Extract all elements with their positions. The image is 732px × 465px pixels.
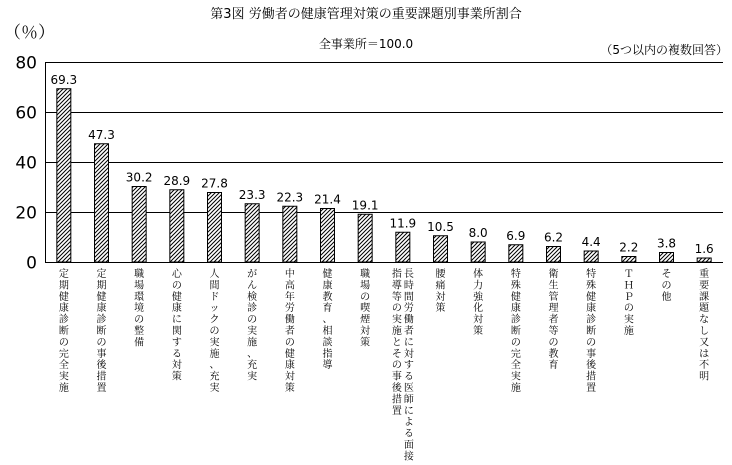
svg-text:充: 充 <box>247 360 258 372</box>
svg-text:の: の <box>58 337 69 349</box>
category-label <box>210 267 220 394</box>
category-label <box>586 267 597 394</box>
svg-text:後: 後 <box>586 360 597 372</box>
svg-text:衛: 衛 <box>548 269 559 280</box>
svg-text:、: 、 <box>247 348 258 360</box>
svg-text:診: 診 <box>96 314 107 326</box>
category-label <box>134 267 144 348</box>
y-tick-labels <box>15 54 37 274</box>
svg-text:康: 康 <box>322 280 333 292</box>
svg-text:診: 診 <box>586 314 597 326</box>
value-label: 47.3 <box>88 127 115 142</box>
svg-text:健: 健 <box>284 348 295 360</box>
bar <box>660 253 674 263</box>
value-label: 10.5 <box>427 219 454 234</box>
svg-text:全: 全 <box>510 360 521 372</box>
svg-text:煙: 煙 <box>360 314 371 326</box>
svg-text:実: 実 <box>247 371 258 383</box>
svg-text:対: 対 <box>435 291 446 303</box>
y-tick-label: 80 <box>15 53 37 74</box>
value-label: 3.8 <box>656 236 677 251</box>
svg-text:間: 間 <box>403 291 414 303</box>
svg-text:労: 労 <box>403 303 414 315</box>
svg-text:対: 対 <box>473 314 484 326</box>
svg-text:措: 措 <box>586 371 597 383</box>
svg-text:施: 施 <box>391 326 402 337</box>
svg-text:不: 不 <box>699 360 710 372</box>
svg-text:、: 、 <box>322 314 333 326</box>
svg-text:実: 実 <box>58 371 69 383</box>
value-label: 69.3 <box>50 72 78 87</box>
svg-text:腰: 腰 <box>435 269 446 280</box>
svg-text:実: 実 <box>391 314 402 326</box>
svg-text:の: の <box>96 337 107 349</box>
svg-text:定: 定 <box>96 269 107 280</box>
svg-text:医: 医 <box>403 383 414 394</box>
value-label: 1.6 <box>694 242 714 256</box>
svg-text:題: 題 <box>699 303 710 315</box>
svg-text:中: 中 <box>284 269 295 280</box>
bar <box>321 209 335 263</box>
category-labels <box>59 267 710 462</box>
svg-text:実: 実 <box>209 383 220 394</box>
svg-text:全: 全 <box>58 360 69 372</box>
chart-subtitle: 全事業所＝100.0 <box>318 37 414 51</box>
category-label <box>59 268 69 394</box>
svg-text:に: に <box>403 405 414 417</box>
svg-text:置: 置 <box>391 405 402 417</box>
svg-text:環: 環 <box>134 291 145 303</box>
svg-text:施: 施 <box>510 383 521 394</box>
svg-text:健: 健 <box>58 291 69 303</box>
value-label: 22.3 <box>276 190 304 205</box>
y-tick-label: 60 <box>15 103 37 124</box>
bars <box>57 89 711 262</box>
value-label: 30.2 <box>125 170 153 185</box>
category-label <box>662 268 672 303</box>
svg-text:要: 要 <box>699 280 710 292</box>
svg-text:人: 人 <box>209 269 220 280</box>
bar <box>509 245 523 262</box>
svg-text:健: 健 <box>510 291 521 303</box>
svg-text:者: 者 <box>403 326 414 337</box>
svg-text:備: 備 <box>134 337 145 349</box>
svg-text:ん: ん <box>247 280 258 292</box>
svg-text:生: 生 <box>548 280 559 292</box>
svg-text:措: 措 <box>391 394 402 406</box>
svg-text:断: 断 <box>58 326 69 337</box>
svg-text:し: し <box>699 326 710 337</box>
value-labels <box>50 73 713 256</box>
bar <box>208 193 222 263</box>
category-label <box>172 268 183 383</box>
category-label <box>247 268 257 383</box>
svg-text:に: に <box>171 314 182 326</box>
svg-text:の: の <box>209 326 220 337</box>
svg-text:Ｈ: Ｈ <box>623 280 634 292</box>
svg-text:の: の <box>284 337 295 349</box>
svg-text:策: 策 <box>360 337 371 349</box>
svg-text:施: 施 <box>623 326 634 337</box>
svg-text:康: 康 <box>510 303 521 315</box>
svg-text:す: す <box>171 337 182 349</box>
svg-text:教: 教 <box>548 348 559 360</box>
bar <box>471 242 485 262</box>
svg-text:、: 、 <box>209 360 220 372</box>
svg-text:他: 他 <box>661 291 672 303</box>
svg-text:導: 導 <box>322 360 333 372</box>
svg-text:の: の <box>360 291 371 303</box>
svg-text:働: 働 <box>403 314 414 326</box>
svg-text:の: の <box>391 360 402 372</box>
svg-text:よ: よ <box>403 417 414 429</box>
svg-text:ド: ド <box>209 291 220 303</box>
bar <box>245 204 259 262</box>
bar <box>584 251 598 262</box>
svg-text:策: 策 <box>435 303 446 315</box>
svg-text:労: 労 <box>284 303 295 315</box>
svg-text:る: る <box>171 348 182 360</box>
bar <box>622 257 636 263</box>
svg-text:定: 定 <box>58 269 69 280</box>
svg-text:置: 置 <box>586 383 597 394</box>
svg-text:殊: 殊 <box>510 280 521 292</box>
category-label <box>360 267 370 348</box>
svg-text:す: す <box>403 360 414 372</box>
svg-text:の: の <box>391 303 402 315</box>
svg-text:働: 働 <box>284 314 295 326</box>
svg-text:関: 関 <box>171 326 182 337</box>
category-label <box>473 267 484 337</box>
svg-text:健: 健 <box>322 269 333 280</box>
bar <box>283 206 297 262</box>
svg-text:殊: 殊 <box>586 280 597 292</box>
svg-text:心: 心 <box>171 269 182 280</box>
svg-text:実: 実 <box>510 371 521 383</box>
svg-text:導: 導 <box>391 280 402 292</box>
chart-note: （5つ以内の複数回答） <box>600 43 728 57</box>
svg-text:そ: そ <box>391 348 402 360</box>
svg-text:喫: 喫 <box>360 303 371 315</box>
svg-text:に: に <box>403 337 414 349</box>
value-label: 6.9 <box>506 228 526 243</box>
svg-text:等: 等 <box>391 291 402 303</box>
svg-text:の: の <box>510 337 521 349</box>
svg-text:痛: 痛 <box>435 280 446 292</box>
svg-text:実: 実 <box>247 326 258 337</box>
svg-text:策: 策 <box>473 326 484 337</box>
svg-text:重: 重 <box>699 269 710 280</box>
svg-text:境: 境 <box>134 303 145 315</box>
svg-text:完: 完 <box>510 348 521 360</box>
svg-text:時: 時 <box>403 280 414 292</box>
svg-text:健: 健 <box>96 291 107 303</box>
category-label <box>699 267 710 383</box>
svg-text:ク: ク <box>209 314 220 326</box>
svg-text:が: が <box>247 269 258 280</box>
svg-text:事: 事 <box>96 348 107 360</box>
svg-text:対: 対 <box>403 348 414 360</box>
svg-text:の: の <box>623 303 634 315</box>
svg-text:期: 期 <box>58 280 69 292</box>
svg-text:と: と <box>391 337 402 349</box>
svg-text:充: 充 <box>209 371 220 383</box>
svg-text:Ｐ: Ｐ <box>623 291 634 303</box>
category-label <box>285 267 295 394</box>
svg-text:化: 化 <box>473 303 484 315</box>
bar <box>396 232 410 262</box>
svg-text:長: 長 <box>403 269 414 280</box>
svg-text:強: 強 <box>473 291 484 303</box>
bar <box>547 247 561 263</box>
value-label: 28.9 <box>163 173 191 188</box>
svg-text:策: 策 <box>284 383 295 394</box>
svg-text:指: 指 <box>322 348 333 360</box>
svg-text:実: 実 <box>623 314 634 326</box>
value-label: 21.4 <box>314 192 341 207</box>
y-axis-label: （％） <box>4 23 55 43</box>
value-label: 6.2 <box>543 230 564 245</box>
svg-text:施: 施 <box>58 383 69 394</box>
svg-text:職: 職 <box>134 269 145 280</box>
svg-text:施: 施 <box>209 348 220 360</box>
category-label <box>97 268 108 394</box>
svg-text:事: 事 <box>391 371 402 383</box>
svg-text:断: 断 <box>96 326 107 337</box>
svg-text:師: 師 <box>403 394 414 406</box>
bar <box>132 187 146 263</box>
svg-text:事: 事 <box>586 348 597 360</box>
svg-text:後: 後 <box>391 383 402 394</box>
bar <box>434 236 448 262</box>
svg-text:診: 診 <box>510 314 521 326</box>
svg-text:場: 場 <box>134 280 145 292</box>
svg-text:課: 課 <box>699 291 710 303</box>
svg-text:指: 指 <box>391 269 402 280</box>
category-label <box>511 267 521 394</box>
svg-text:な: な <box>699 314 710 326</box>
svg-text:相: 相 <box>322 326 333 337</box>
category-label <box>549 267 559 371</box>
value-label: 8.0 <box>468 226 488 240</box>
svg-text:康: 康 <box>58 303 69 315</box>
svg-text:る: る <box>403 371 414 383</box>
svg-text:の: の <box>171 280 182 292</box>
svg-text:期: 期 <box>96 280 107 292</box>
svg-text:る: る <box>403 428 414 440</box>
y-tick-label: 20 <box>15 203 37 224</box>
y-tick-label: 40 <box>15 153 37 174</box>
svg-text:検: 検 <box>247 291 258 303</box>
svg-text:実: 実 <box>209 337 220 349</box>
svg-text:接: 接 <box>403 451 414 463</box>
svg-text:康: 康 <box>171 303 182 315</box>
chart-title: 第3図 労働者の健康管理対策の重要課題別事業所割合 <box>210 7 522 22</box>
svg-text:育: 育 <box>322 303 333 315</box>
svg-text:者: 者 <box>548 314 559 326</box>
svg-text:年: 年 <box>284 291 295 303</box>
svg-text:断: 断 <box>510 326 521 337</box>
svg-text:管: 管 <box>548 291 559 303</box>
svg-text:の: の <box>586 337 597 349</box>
svg-text:等: 等 <box>548 326 559 337</box>
svg-text:後: 後 <box>96 360 107 372</box>
bar <box>95 144 109 262</box>
value-label: 27.8 <box>201 176 228 191</box>
svg-text:施: 施 <box>247 337 258 349</box>
svg-text:理: 理 <box>548 303 559 315</box>
svg-text:診: 診 <box>58 314 69 326</box>
grid-lines <box>45 62 723 263</box>
svg-text:診: 診 <box>247 303 258 315</box>
svg-text:面: 面 <box>403 440 414 451</box>
value-label: 19.1 <box>351 198 379 213</box>
category-label <box>624 269 634 337</box>
svg-text:特: 特 <box>586 269 597 280</box>
svg-text:体: 体 <box>473 269 484 280</box>
svg-text:明: 明 <box>699 371 710 383</box>
svg-text:断: 断 <box>586 326 597 337</box>
svg-text:康: 康 <box>96 303 107 315</box>
bar <box>697 258 711 262</box>
bar <box>170 190 184 262</box>
category-label <box>436 268 447 314</box>
svg-text:ッ: ッ <box>209 303 220 315</box>
svg-text:の: の <box>247 314 258 326</box>
svg-text:康: 康 <box>586 303 597 315</box>
category-label <box>392 267 414 462</box>
svg-text:間: 間 <box>209 280 220 292</box>
svg-text:策: 策 <box>171 371 182 383</box>
svg-text:Ｔ: Ｔ <box>623 269 634 280</box>
value-label: 2.2 <box>619 240 639 255</box>
svg-text:場: 場 <box>360 280 371 292</box>
svg-text:者: 者 <box>284 326 295 337</box>
svg-text:力: 力 <box>473 280 484 292</box>
svg-text:そ: そ <box>661 269 672 280</box>
svg-text:整: 整 <box>134 326 145 337</box>
bar <box>358 214 372 262</box>
svg-text:の: の <box>548 337 559 349</box>
svg-text:対: 対 <box>284 371 295 383</box>
svg-text:康: 康 <box>284 360 295 372</box>
svg-text:又: 又 <box>699 337 710 349</box>
svg-text:職: 職 <box>360 269 371 280</box>
bar <box>57 89 71 262</box>
category-label <box>323 267 333 371</box>
svg-text:の: の <box>661 280 672 292</box>
svg-text:対: 対 <box>360 326 371 337</box>
y-tick-label: 0 <box>26 253 37 274</box>
svg-text:の: の <box>134 314 145 326</box>
svg-text:教: 教 <box>322 291 333 303</box>
svg-text:完: 完 <box>58 348 69 360</box>
svg-text:高: 高 <box>284 280 295 292</box>
value-label: 23.3 <box>238 187 266 202</box>
svg-text:健: 健 <box>586 291 597 303</box>
value-label: 4.4 <box>581 235 601 249</box>
svg-text:措: 措 <box>96 371 107 383</box>
svg-text:特: 特 <box>510 269 521 280</box>
svg-text:対: 対 <box>171 360 182 372</box>
value-label: 11.9 <box>389 216 417 231</box>
svg-text:は: は <box>699 348 710 360</box>
svg-text:健: 健 <box>171 291 182 303</box>
svg-text:置: 置 <box>96 383 107 394</box>
svg-text:談: 談 <box>322 337 333 349</box>
svg-text:育: 育 <box>548 360 559 372</box>
